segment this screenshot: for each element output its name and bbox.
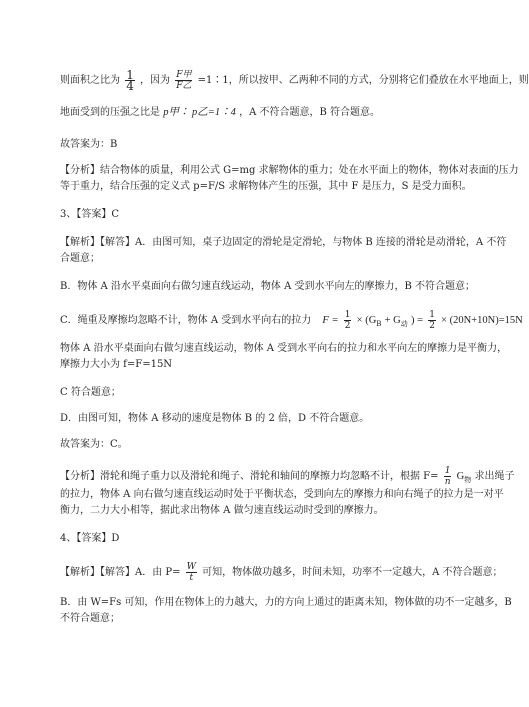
text-segment: ，A 不符合题意，B 符合题意。 (239, 107, 381, 118)
solution-4-line-3: 不符合题意； (60, 613, 120, 624)
answer-line: 故答案为：B (60, 139, 118, 150)
fraction-denominator: 2 (429, 321, 435, 331)
fraction-one-half (344, 310, 352, 331)
formula-segment: + G (384, 315, 401, 326)
formula-segment: G (456, 471, 465, 482)
fraction-numerator: W (186, 562, 196, 572)
text-line-2 (60, 106, 380, 120)
analysis-line-1: 【分析】结合物体的质量，利用公式 G=mg 求解物体的重力；处在水平面上的物体，物体对表面的压力 (60, 165, 519, 176)
fraction-denominator: F乙 (176, 81, 192, 91)
analysis-2-line-2: 的拉力，物体 A 向右做匀速直线运动时处于平衡状态，受到向左的摩擦力和向右绳子的拉力是一对平 (60, 489, 504, 500)
analysis-line-2: 等于重力，结合压强的定义式 p=F/S 求解物体产生的压强，其中 F 是压力，S 是受力面积。 (60, 181, 472, 192)
solution-4-line-1 (60, 562, 503, 583)
formula-subscript: 物 (464, 476, 472, 484)
question-4-heading: 4、【答案】D (60, 533, 120, 544)
fraction-one-over-n (444, 466, 452, 487)
formula-segment: ) = (410, 315, 424, 326)
formula-segment: × (20N+10N)=15N (441, 315, 523, 326)
solution-line-5: 物体 A 沿水平桌面向右做匀速直线运动，物体 A 受到水平向右的拉力和水平向左的摩擦力是平衡力， (60, 343, 508, 354)
text-segment: 【解析】【解答】A．由 P= (60, 567, 181, 578)
fraction-one-quarter (125, 70, 135, 91)
fraction-numerator: 1 (126, 68, 134, 82)
text-segment: 可知，物体做功越多，时间未知，功率不一定越大，A 不符合题意； (202, 567, 503, 578)
fraction-denominator: n (444, 477, 451, 487)
text-segment: ，因为 (140, 75, 171, 86)
formula-subscript: B (376, 320, 382, 328)
text-segment: 地面受到的压强之比是 (60, 107, 160, 118)
solution-line-2: 合题意； (60, 253, 100, 264)
fraction-denominator: 4 (126, 79, 134, 93)
fraction-one-half (428, 310, 436, 331)
question-3-heading: 3、【答案】C (60, 209, 120, 220)
formula-segment: × (G (356, 315, 377, 326)
solution-line-6: 摩擦力大小为 f=F=15N (60, 359, 173, 370)
fraction-denominator: 2 (344, 321, 351, 331)
solution-line-8: D．由图可知，物体 A 移动的速度是物体 B 的 2 倍，D 不符合题意。 (60, 413, 370, 424)
fraction-numerator: F甲 (176, 70, 192, 80)
text-line-1 (60, 70, 529, 91)
solution-line-3: B．物体 A 沿水平桌面向右做匀速直线运动，物体 A 受到水平向左的摩擦力，B 不符合题意； (60, 281, 476, 292)
pressure-ratio-formula: p甲∶ p乙=1∶4 (163, 107, 236, 118)
formula-segment: F = (322, 315, 339, 326)
fraction-denominator: t (189, 573, 194, 583)
fraction-work-over-time (186, 562, 197, 583)
solution-4-line-2: B．由 W=Fs 可知，作用在物体上的力越大，力的方向上通过的距离未知，物体做的功不一定越多，B (60, 597, 512, 608)
fraction-numerator: 1 (429, 310, 435, 320)
analysis-2-line-1 (60, 466, 514, 487)
solution-line-4 (60, 310, 523, 331)
analysis-2-line-3: 衡力，二力大小相等，据此求出物体 A 做匀速直线运动时受到的摩擦力。 (60, 505, 384, 516)
fraction-numerator: 1 (344, 310, 351, 320)
solution-line-7: C 符合题意； (60, 387, 121, 398)
text-segment: 【分析】滑轮和绳子重力以及滑轮和绳子、滑轮和轴间的摩擦力均忽略不计，根据 F= (60, 471, 439, 482)
text-segment: 求出绳子 (474, 471, 515, 482)
fraction-numerator: 1 (444, 466, 451, 476)
formula-subscript: 动 (400, 320, 408, 328)
text-segment: =1∶1，所以按甲、乙两种不同的方式，分别将它们叠放在水平地面上，则 (197, 75, 529, 86)
answer-line-2: 故答案为：C。 (60, 439, 128, 450)
text-segment: C．绳重及摩擦均忽略不计，物体 A 受到水平向右的拉力 (60, 315, 312, 326)
text-segment: 则面积之比为 (60, 75, 120, 86)
fraction-force-ratio (175, 70, 192, 91)
solution-line-1: 【解析】【解答】A．由图可知，桌子边固定的滑轮是定滑轮，与物体 B 连接的滑轮是动滑轮，A 不符 (60, 237, 507, 248)
